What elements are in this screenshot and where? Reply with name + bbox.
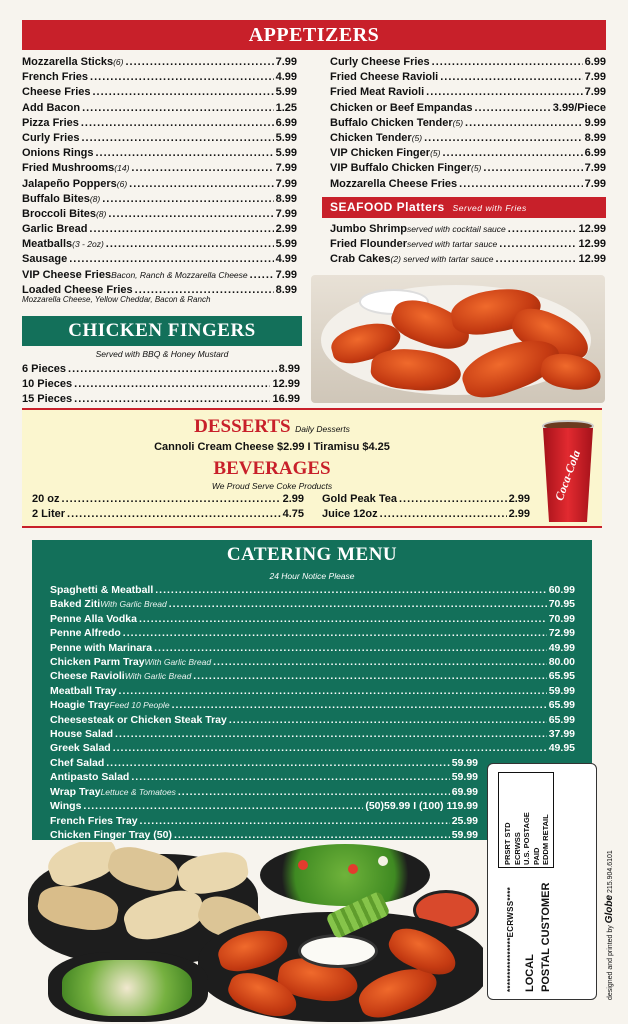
appetizer-item xyxy=(330,85,606,100)
chicken-fingers-list xyxy=(22,362,300,408)
item-name: Antipasto Salad xyxy=(50,771,130,784)
item-name: Jumbo Shrimpserved with cocktail sauce xyxy=(330,223,506,235)
item-note: served with cocktail sauce xyxy=(407,224,506,234)
seafood-item xyxy=(330,237,606,252)
appetizer-item xyxy=(330,146,606,161)
catering-item xyxy=(50,799,478,813)
dot-leader xyxy=(174,828,450,842)
postal-customer-label: POSTAL CUSTOMER xyxy=(540,882,552,992)
appetizer-item xyxy=(22,85,297,100)
item-note: (3 - 2oz) xyxy=(72,239,104,250)
dot-leader xyxy=(496,252,577,267)
dot-leader xyxy=(426,85,582,100)
permit-line-1: PRSRT STD xyxy=(503,822,512,865)
item-name: 20 oz xyxy=(32,493,60,505)
catering-item xyxy=(50,785,478,799)
item-note: With Garlic Bread xyxy=(144,656,212,667)
item-price: 4.75 xyxy=(282,508,304,521)
chicken-fingers-title: CHICKEN FINGERS xyxy=(68,320,256,341)
dot-leader xyxy=(250,268,274,283)
item-price: 80.00 xyxy=(548,655,575,668)
item-price: 2.99 xyxy=(282,493,304,505)
item-name: Gold Peak Tea xyxy=(322,493,397,505)
item-price: 59.99 xyxy=(451,757,478,769)
dot-leader xyxy=(82,101,274,116)
item-price: 6.99 xyxy=(275,116,297,129)
appetizer-item xyxy=(22,70,297,85)
item-name: 15 Pieces xyxy=(22,393,73,406)
item-name: 2 Liter xyxy=(32,508,66,521)
dot-leader xyxy=(440,70,582,85)
chicken-finger-item xyxy=(22,377,300,392)
item-name: Cheese Fries xyxy=(22,86,91,99)
dot-leader xyxy=(106,756,449,770)
item-price: 25.99 xyxy=(451,814,478,827)
dot-leader xyxy=(172,698,547,712)
buffalo-wings-photo xyxy=(311,275,605,403)
item-name: VIP Buffalo Chicken Finger(5) xyxy=(330,162,482,175)
item-price: 3.99/Piece xyxy=(552,101,606,114)
catering-item xyxy=(50,727,575,741)
item-price: 65.95 xyxy=(548,670,575,683)
item-name: Meatballs(3 - 2oz) xyxy=(22,238,104,251)
item-price: 2.99 xyxy=(508,508,530,521)
appetizer-item xyxy=(22,161,297,176)
item-price: 2.99 xyxy=(275,223,297,236)
item-name: Mozzarella Cheese Fries xyxy=(330,177,458,190)
dot-leader xyxy=(74,377,270,392)
item-price: 65.99 xyxy=(548,713,575,726)
item-price: 8.99 xyxy=(584,131,606,144)
seafood-item xyxy=(330,252,606,267)
dot-leader xyxy=(154,641,547,655)
dot-leader xyxy=(432,55,583,70)
item-name: Chicken Parm TrayWith Garlic Bread xyxy=(50,655,212,668)
item-name: Cheesesteak or Chicken Steak Tray xyxy=(50,713,227,726)
dot-leader xyxy=(92,85,273,100)
appetizer-item xyxy=(22,177,297,192)
dot-leader xyxy=(380,507,507,522)
item-note: (6) xyxy=(113,57,124,67)
item-note: With Garlic Bread xyxy=(100,599,167,610)
item-price: 4.99 xyxy=(275,71,297,84)
item-name: Cheese RavioliWith Garlic Bread xyxy=(50,670,192,683)
appetizer-item xyxy=(22,268,297,283)
item-name: VIP Chicken Finger(5) xyxy=(330,147,441,160)
dot-leader xyxy=(119,684,547,698)
item-name: Loaded Cheese Fries xyxy=(22,283,133,296)
item-price: 7.99 xyxy=(275,177,297,190)
dot-leader xyxy=(123,626,547,640)
appetizer-item xyxy=(22,131,297,146)
catering-item xyxy=(50,756,478,770)
chicken-fingers-banner xyxy=(22,316,302,346)
dot-leader xyxy=(169,597,547,611)
catering-list-wide xyxy=(50,583,575,756)
item-price: 5.99 xyxy=(275,238,297,251)
beverages-right-list xyxy=(322,492,530,522)
appetizer-item xyxy=(22,207,297,222)
item-name: Mozzarella Sticks(6) xyxy=(22,56,124,68)
item-name: House Salad xyxy=(50,727,114,740)
appetizer-item xyxy=(22,192,297,207)
item-name: Baked ZitiWith Garlic Bread xyxy=(50,598,167,611)
item-price: 16.99 xyxy=(272,393,300,406)
item-price: 8.99 xyxy=(278,363,300,375)
seafood-list xyxy=(330,222,606,268)
dot-leader xyxy=(62,492,281,507)
dot-leader xyxy=(155,583,546,597)
appetizers-title: APPETIZERS xyxy=(248,24,380,46)
beverages-note: We Proud Serve Coke Products xyxy=(211,481,333,491)
permit-line-3: U.S. POSTAGE xyxy=(522,812,531,865)
item-name: Jalapeño Poppers(6) xyxy=(22,177,128,190)
catering-item xyxy=(50,597,575,611)
item-name: Chef Salad xyxy=(50,757,105,769)
seafood-item xyxy=(330,222,606,237)
item-name: VIP Cheese FriesBacon, Ranch & Mozzarella Cheese xyxy=(22,268,248,281)
appetizer-item xyxy=(22,222,297,237)
appetizer-item xyxy=(22,252,297,267)
printer-credit-prefix: designed and printed by xyxy=(607,925,614,1000)
item-name: Add Bacon xyxy=(22,101,81,114)
dot-leader xyxy=(442,146,582,161)
item-note: Feed 10 People xyxy=(109,700,170,711)
dot-leader xyxy=(131,770,449,784)
appetizer-item xyxy=(22,116,297,131)
item-note: (8) xyxy=(89,193,101,204)
chicken-finger-item xyxy=(22,362,300,377)
beverage-item xyxy=(32,507,304,522)
item-note: served with tartar sauce xyxy=(407,239,498,250)
dot-leader xyxy=(424,131,582,146)
item-note: (5) xyxy=(430,148,441,159)
loaded-fries-note: Mozzarella Cheese, Yellow Cheddar, Bacon & Ranch xyxy=(22,295,211,304)
item-price: 12.99 xyxy=(578,253,606,266)
catering-item xyxy=(50,626,575,640)
item-name: Penne Alfredo xyxy=(50,627,121,640)
dot-leader xyxy=(83,799,363,813)
item-note: With Garlic Bread xyxy=(124,671,192,682)
catering-item xyxy=(50,669,575,683)
dot-leader xyxy=(96,146,274,161)
appetizers-banner xyxy=(22,20,606,50)
catering-item xyxy=(50,741,575,755)
item-name: Meatball Tray xyxy=(50,684,117,697)
item-name: Spaghetti & Meatball xyxy=(50,584,154,596)
seafood-title: SEAFOOD Platters xyxy=(330,200,445,214)
item-name: Garlic Bread xyxy=(22,223,88,236)
desserts-line: Cannoli Cream Cheese $2.99 I Tiramisu $4.25 xyxy=(154,441,390,453)
item-name: Curly Cheese Fries xyxy=(330,56,430,68)
printer-brand-logo: Globe xyxy=(604,894,615,924)
item-name: 10 Pieces xyxy=(22,378,73,391)
item-note: (14) xyxy=(114,163,130,174)
item-name: Penne with Marinara xyxy=(50,641,153,654)
item-note: (5) xyxy=(452,117,464,128)
item-price: 7.99 xyxy=(584,71,606,84)
item-price: 7.99 xyxy=(275,268,297,281)
item-name: Wrap TrayLettuce & Tomatoes xyxy=(50,785,176,798)
dot-leader xyxy=(90,70,274,85)
item-price: 69.99 xyxy=(451,785,478,798)
item-note: Lettuce & Tomatoes xyxy=(100,786,176,797)
appetizer-item xyxy=(22,237,297,252)
item-name: Buffalo Bites(8) xyxy=(22,192,101,205)
item-price: 2.99 xyxy=(508,493,530,505)
permit-line-4: PAID xyxy=(531,847,541,865)
catering-item xyxy=(50,612,575,626)
catering-item xyxy=(50,698,575,712)
item-price: 7.99 xyxy=(584,86,606,99)
beverage-item xyxy=(322,507,530,522)
item-note: Bacon, Ranch & Mozzarella Cheese xyxy=(111,269,248,280)
dot-leader xyxy=(69,252,273,267)
item-price: 70.99 xyxy=(548,612,575,625)
dot-leader xyxy=(483,161,582,176)
item-name: Penne Alla Vodka xyxy=(50,612,137,625)
appetizer-item xyxy=(22,55,297,70)
item-price: 49.99 xyxy=(548,641,575,654)
appetizer-item xyxy=(22,146,297,161)
catering-item xyxy=(50,770,478,784)
item-note: (5) xyxy=(471,163,482,174)
dot-leader xyxy=(81,131,273,146)
item-price: 5.99 xyxy=(275,86,297,99)
appetizer-item xyxy=(330,177,606,192)
beverages-left-list xyxy=(32,492,304,522)
item-name: Curly Fries xyxy=(22,131,80,144)
item-price: 8.99 xyxy=(275,283,297,296)
item-price: 72.99 xyxy=(548,627,575,640)
catering-note: 24 Hour Notice Please xyxy=(269,571,355,581)
dot-leader xyxy=(102,192,273,207)
item-name: Greek Salad xyxy=(50,742,111,755)
appetizer-item xyxy=(330,116,606,131)
dot-leader xyxy=(125,55,273,70)
seafood-banner xyxy=(322,197,606,218)
desserts-title: DESSERTS xyxy=(194,416,291,437)
item-name: Pizza Fries xyxy=(22,116,79,129)
item-price: 12.99 xyxy=(578,238,606,251)
printer-credit xyxy=(604,850,615,1000)
item-price: 12.99 xyxy=(272,378,300,391)
appetizer-item xyxy=(330,70,606,85)
item-price: 49.95 xyxy=(548,742,575,755)
catering-item xyxy=(50,828,478,842)
item-name: Fried Cheese Ravioli xyxy=(330,71,439,84)
postal-indicia-box xyxy=(487,763,597,1000)
item-price: 37.99 xyxy=(548,727,575,740)
appetizer-item xyxy=(330,161,606,176)
dot-leader xyxy=(81,116,274,131)
item-note: (2) served with tartar sauce xyxy=(390,254,494,265)
item-name: Chicken Finger Tray (50) xyxy=(50,828,172,841)
item-name: Broccoli Bites(8) xyxy=(22,207,107,220)
item-price: 7.99 xyxy=(275,162,297,175)
dot-leader xyxy=(129,177,273,192)
dot-leader xyxy=(139,612,547,626)
catering-item xyxy=(50,814,478,828)
desserts-heading xyxy=(22,416,522,438)
item-price: 5.99 xyxy=(275,147,297,160)
local-label: LOCAL xyxy=(524,954,536,992)
item-price: 7.99 xyxy=(584,177,606,190)
item-note: (6) xyxy=(116,178,128,189)
item-price: 70.95 xyxy=(548,598,575,611)
dot-leader xyxy=(459,177,582,192)
appetizers-left-column xyxy=(22,55,297,298)
item-price: 60.99 xyxy=(548,584,575,596)
dot-leader xyxy=(140,814,450,828)
dot-leader xyxy=(399,492,507,507)
dot-leader xyxy=(508,222,577,237)
item-price: 6.99 xyxy=(584,56,606,68)
postage-permit-box xyxy=(498,772,554,868)
dot-leader xyxy=(113,741,547,755)
permit-line-2: ECRWSS xyxy=(512,832,522,865)
item-name: 6 Pieces xyxy=(22,363,67,375)
item-price: 9.99 xyxy=(584,116,606,129)
item-name: Juice 12oz xyxy=(322,508,378,521)
item-name: Onions Rings xyxy=(22,147,94,160)
dot-leader xyxy=(74,392,270,407)
dot-leader xyxy=(213,655,547,669)
item-price: 7.99 xyxy=(584,162,606,175)
item-note: (5) xyxy=(411,132,423,143)
item-name: Fried Flounderserved with tartar sauce xyxy=(330,238,498,251)
catering-trays-photo xyxy=(28,842,483,1022)
dot-leader xyxy=(89,222,273,237)
desserts-subtitle: Daily Desserts xyxy=(295,424,350,434)
catering-title: CATERING MENU xyxy=(226,544,398,565)
catering-item xyxy=(50,583,575,597)
item-price: 7.99 xyxy=(275,207,297,220)
catering-list-narrow xyxy=(50,756,478,842)
item-name: Fried Meat Ravioli xyxy=(330,86,425,99)
chicken-fingers-note: Served with BBQ & Honey Mustard xyxy=(95,349,229,359)
dot-leader xyxy=(229,713,547,727)
coke-cup-label: Coca-Cola xyxy=(551,448,584,503)
dot-leader xyxy=(108,207,273,222)
item-price: 8.99 xyxy=(275,192,297,205)
item-name: Wings xyxy=(50,800,82,813)
catering-item xyxy=(50,684,575,698)
item-price: 1.25 xyxy=(275,101,297,114)
dot-leader xyxy=(499,237,576,252)
dot-leader xyxy=(67,507,281,522)
appetizer-item xyxy=(22,101,297,116)
item-name: Fried Mushrooms(14) xyxy=(22,162,130,175)
item-name: Crab Cakes(2) served with tartar sauce xyxy=(330,253,494,266)
printer-phone: 215.904.6101 xyxy=(607,850,614,894)
item-price: 4.99 xyxy=(275,253,297,266)
chicken-finger-item xyxy=(22,392,300,407)
coke-cup-image xyxy=(540,420,596,524)
dot-leader xyxy=(178,785,450,799)
item-price: 7.99 xyxy=(275,56,297,68)
dot-leader xyxy=(465,116,583,131)
item-price: 59.99 xyxy=(451,771,478,784)
catering-item xyxy=(50,655,575,669)
item-name: Hoagie TrayFeed 10 People xyxy=(50,699,170,712)
item-note: (8) xyxy=(95,208,107,219)
appetizer-item xyxy=(330,55,606,70)
item-name: Sausage xyxy=(22,253,68,266)
item-price: 5.99 xyxy=(275,131,297,144)
item-name: Chicken or Beef Empandas xyxy=(330,101,473,114)
appetizer-item xyxy=(330,101,606,116)
item-price: 6.99 xyxy=(584,147,606,160)
dot-leader xyxy=(68,362,277,377)
beverages-title: BEVERAGES xyxy=(213,458,331,479)
item-name: French Fries Tray xyxy=(50,814,138,827)
catering-item xyxy=(50,641,575,655)
item-price: 59.99 xyxy=(548,684,575,697)
item-name: Buffalo Chicken Tender(5) xyxy=(330,116,464,129)
item-price: 65.99 xyxy=(548,699,575,712)
catering-item xyxy=(50,713,575,727)
appetizers-right-column xyxy=(330,55,606,192)
desserts-beverages-section xyxy=(22,408,602,528)
seafood-subtitle: Served with Fries xyxy=(452,203,527,213)
beverage-item xyxy=(32,492,304,507)
item-name: French Fries xyxy=(22,71,89,84)
item-price: (50)59.99 I (100) 119.99 xyxy=(365,800,478,813)
item-name: Chicken Tender(5) xyxy=(330,131,423,144)
dot-leader xyxy=(106,237,274,252)
ecrwss-line: ****************ECRWSS**** xyxy=(506,886,515,992)
dot-leader xyxy=(474,101,550,116)
dot-leader xyxy=(193,669,546,683)
dot-leader xyxy=(131,161,273,176)
beverage-item xyxy=(322,492,530,507)
appetizer-item xyxy=(330,131,606,146)
item-price: 59.99 xyxy=(451,828,478,841)
permit-line-5: EDDM RETAIL xyxy=(541,814,550,865)
dot-leader xyxy=(115,727,547,741)
item-price: 12.99 xyxy=(578,223,606,235)
